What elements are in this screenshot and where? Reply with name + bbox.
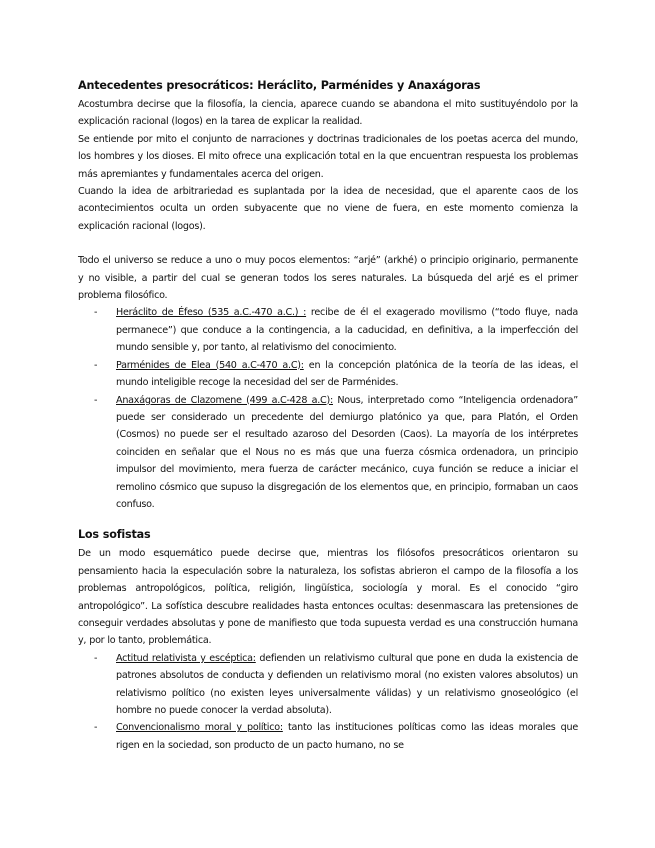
item-text-anaxagoras: Nous, interpretado como “Inteligencia ordenadora” puede ser considerado un precedente del demiurgo platónico ya que, para Platón, el Orden (Cosmos) no puede ser el resultado azaroso del Desorden (Caos). La mayoría de los intérpretes coinciden en señalar que el Nous no es más que una fuerza cósmica ordenadora, un principio impulsor del movimiento, mera fuerza de carácter mecánico, cuya función se reduce a iniciar el remolino cósmico que supuso la disgregación de los elementos que, en principio, formaban un caos confuso. (116, 394, 578, 510)
paragraph-arje: Todo el universo se reduce a uno o muy pocos elementos: “arjé” (arkhé) o principio originario, permanente y no visible, a partir del cual se generan todos los seres naturales. La búsqueda del arjé es el primer problema filosófico. (78, 255, 578, 302)
paragraph-necesidad: Cuando la idea de arbitrariedad es suplantada por la idea de necesidad, que el aparente caos de los acontecimientos oculta un orden subyacente que no viene de fuera, en este momento comienza la explicación racional (logos). (78, 186, 578, 232)
item-head-anaxagoras: Anaxágoras de Clazomene (499 a.C-428 a.C): (116, 394, 333, 406)
item-text-heraclito: recibe de él el exagerado movilismo (“todo fluye, nada permanece”) que conduce a la contingencia, a la caducidad, en definitiva, a la imperfección del mundo sensible y, por tanto, al relativismo del conocimiento. (116, 307, 578, 354)
item-text-parmenides: en la concepción platónica de la teoría de las ideas, el mundo inteligible recoge la necesidad del ser de Parménides. (116, 359, 578, 389)
section-title-sofistas: Los sofistas (78, 528, 151, 542)
spacer (78, 513, 578, 527)
item-head-relativismo: Actitud relativista y escéptica: (116, 652, 256, 664)
item-text-convencionalismo: tanto las instituciones políticas como las ideas morales que rigen en la sociedad, son producto de un pacto humano, no se (116, 722, 578, 751)
spacer (78, 235, 578, 252)
list-item-relativismo (78, 650, 578, 720)
item-text-relativismo: defienden un relativismo cultural que pone en duda la existencia de patrones absolutos de conducta y defienden un relativismo moral (no existen valores absolutos) un relativismo político (no existen leyes universalmente válidas) y un relativismo gnoseológico (el hombre no puede conocer la verdad absoluta). (116, 652, 579, 716)
list-item-convencionalismo (78, 719, 578, 754)
item-head-heraclito: Heráclito de Éfeso (535 a.C.-470 a.C.) : (116, 307, 307, 319)
list-item-anaxagoras (78, 392, 578, 514)
list-item-parmenides (78, 357, 578, 392)
paragraph-giro-antropologico: De un modo esquemático puede decirse que, mientras los filósofos presocráticos orientaron su pensamiento hacia la especulación sobre la naturaleza, los sofistas abrieron el campo de la filosofía a los problemas antropológicos, política, religión, lingüística, sociología y moral. Es el conocido “giro antropológico”. La sofística descubre realidades hasta entonces ocultas: desenmascara las pretensiones de conseguir verdades absolutas y pone de manifiesto que toda supuesta verdad es una construcción humana y, por lo tanto, problemática. (78, 548, 578, 647)
paragraph-definicion-mito: Se entiende por mito el conjunto de narraciones y doctrinas tradicionales de los poetas acerca del mundo, los hombres y los dioses. El mito ofrece una explicación total en la que encuentran respuesta los problemas más apremiantes y fundamentales acerca del origen. (78, 133, 578, 180)
paragraph-mito-logos: Acostumbra decirse que la filosofía, la ciencia, aparece cuando se abandona el mito sustituyéndolo por la explicación racional (logos) en la tarea de explicar la realidad. (78, 99, 578, 128)
list-item-heraclito (78, 304, 578, 356)
presocraticos-list (78, 304, 578, 513)
item-head-parmenides: Parménides de Elea (540 a.C-470 a.C): (116, 359, 304, 371)
document-page (78, 78, 578, 754)
section-title-presocraticos: Antecedentes presocráticos: Heráclito, Parménides y Anaxágoras (78, 79, 481, 92)
sofistas-list (78, 650, 578, 754)
item-head-convencionalismo: Convencionalismo moral y político: (116, 722, 283, 734)
